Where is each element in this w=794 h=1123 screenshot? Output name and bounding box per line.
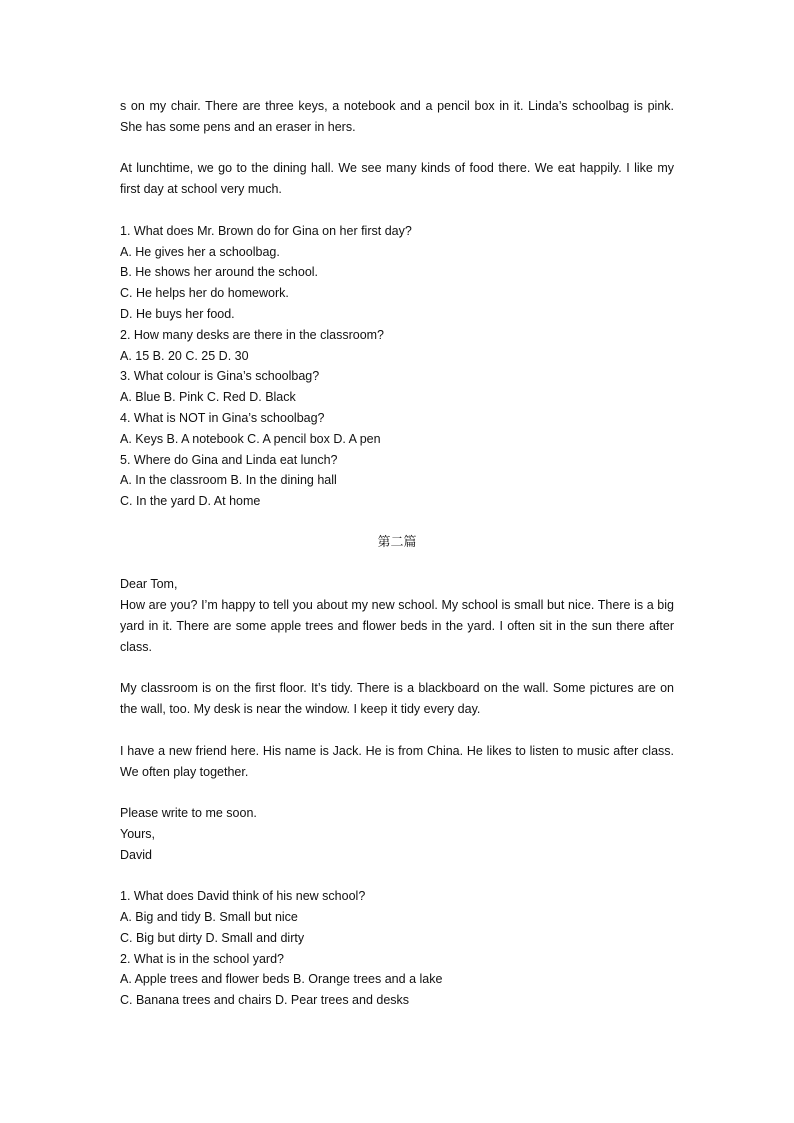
question-line: A. He gives her a schoolbag. — [120, 244, 280, 259]
question-line: C. He helps her do homework. — [120, 286, 289, 301]
question-line: C. Banana trees and chairs D. Pear trees and desks — [120, 993, 410, 1008]
passage1-questions — [120, 221, 674, 512]
document-page — [120, 96, 674, 1011]
spacer — [120, 658, 674, 679]
question-line: A. Keys B. A notebook C. A pencil box D. A pen — [120, 431, 381, 446]
question-line: A. Big and tidy B. Small but nice — [120, 910, 298, 925]
spacer — [120, 720, 674, 741]
letter-signoff: Yours, — [120, 826, 155, 841]
question-line: A. Blue B. Pink C. Red D. Black — [120, 390, 296, 405]
question-line: 1. What does David think of his new school? — [120, 889, 366, 904]
spacer — [120, 200, 674, 221]
letter-salutation: Dear Tom, — [120, 577, 178, 592]
spacer — [120, 512, 674, 533]
question-line: A. Apple trees and flower beds B. Orange trees and a lake — [120, 972, 443, 987]
letter-paragraph-3: I have a new friend here. His name is Jack. He is from China. He likes to listen to music after class. We often play together. — [120, 743, 674, 779]
spacer — [120, 782, 674, 803]
spacer — [120, 138, 674, 159]
question-line: C. In the yard D. At home — [120, 494, 261, 509]
passage1-paragraph-lunch: At lunchtime, we go to the dining hall. We see many kinds of food there. We eat happily. I like my first day at school very much. — [120, 161, 674, 197]
question-line: B. He shows her around the school. — [120, 265, 319, 280]
letter-closing: Please write to me soon. — [120, 806, 257, 821]
question-line: 4. What is NOT in Gina’s schoolbag? — [120, 410, 325, 425]
question-line: C. Big but dirty D. Small and dirty — [120, 930, 305, 945]
question-line: A. In the classroom B. In the dining hall — [120, 473, 337, 488]
question-line: 3. What colour is Gina’s schoolbag? — [120, 369, 320, 384]
section2-questions — [120, 886, 674, 1011]
letter-paragraph-2: My classroom is on the first floor. It’s tidy. There is a blackboard on the wall. Some pictures are on the wall, too. My desk is near the window. I keep it tidy every day. — [120, 681, 674, 717]
question-line: D. He buys her food. — [120, 306, 235, 321]
section-heading: 第二篇 — [377, 534, 417, 550]
spacer — [120, 865, 674, 886]
spacer — [120, 554, 674, 575]
question-line: 5. Where do Gina and Linda eat lunch? — [120, 452, 338, 467]
question-line: A. 15 B. 20 C. 25 D. 30 — [120, 348, 249, 363]
passage1-paragraph-end: s on my chair. There are three keys, a notebook and a pencil box in it. Linda’s schoolbag is pink. She has some pens and an eraser in hers. — [120, 99, 674, 134]
question-line: 2. How many desks are there in the classroom? — [120, 327, 385, 342]
question-line: 2. What is in the school yard? — [120, 951, 284, 966]
letter-paragraph-1: How are you? I’m happy to tell you about my new school. My school is small but nice. There is a big yard in it. There are some apple trees and flower beds in the yard. I often sit in the sun there after class. — [120, 598, 674, 654]
question-line: 1. What does Mr. Brown do for Gina on her first day? — [120, 223, 412, 238]
letter-signature: David — [120, 847, 152, 862]
